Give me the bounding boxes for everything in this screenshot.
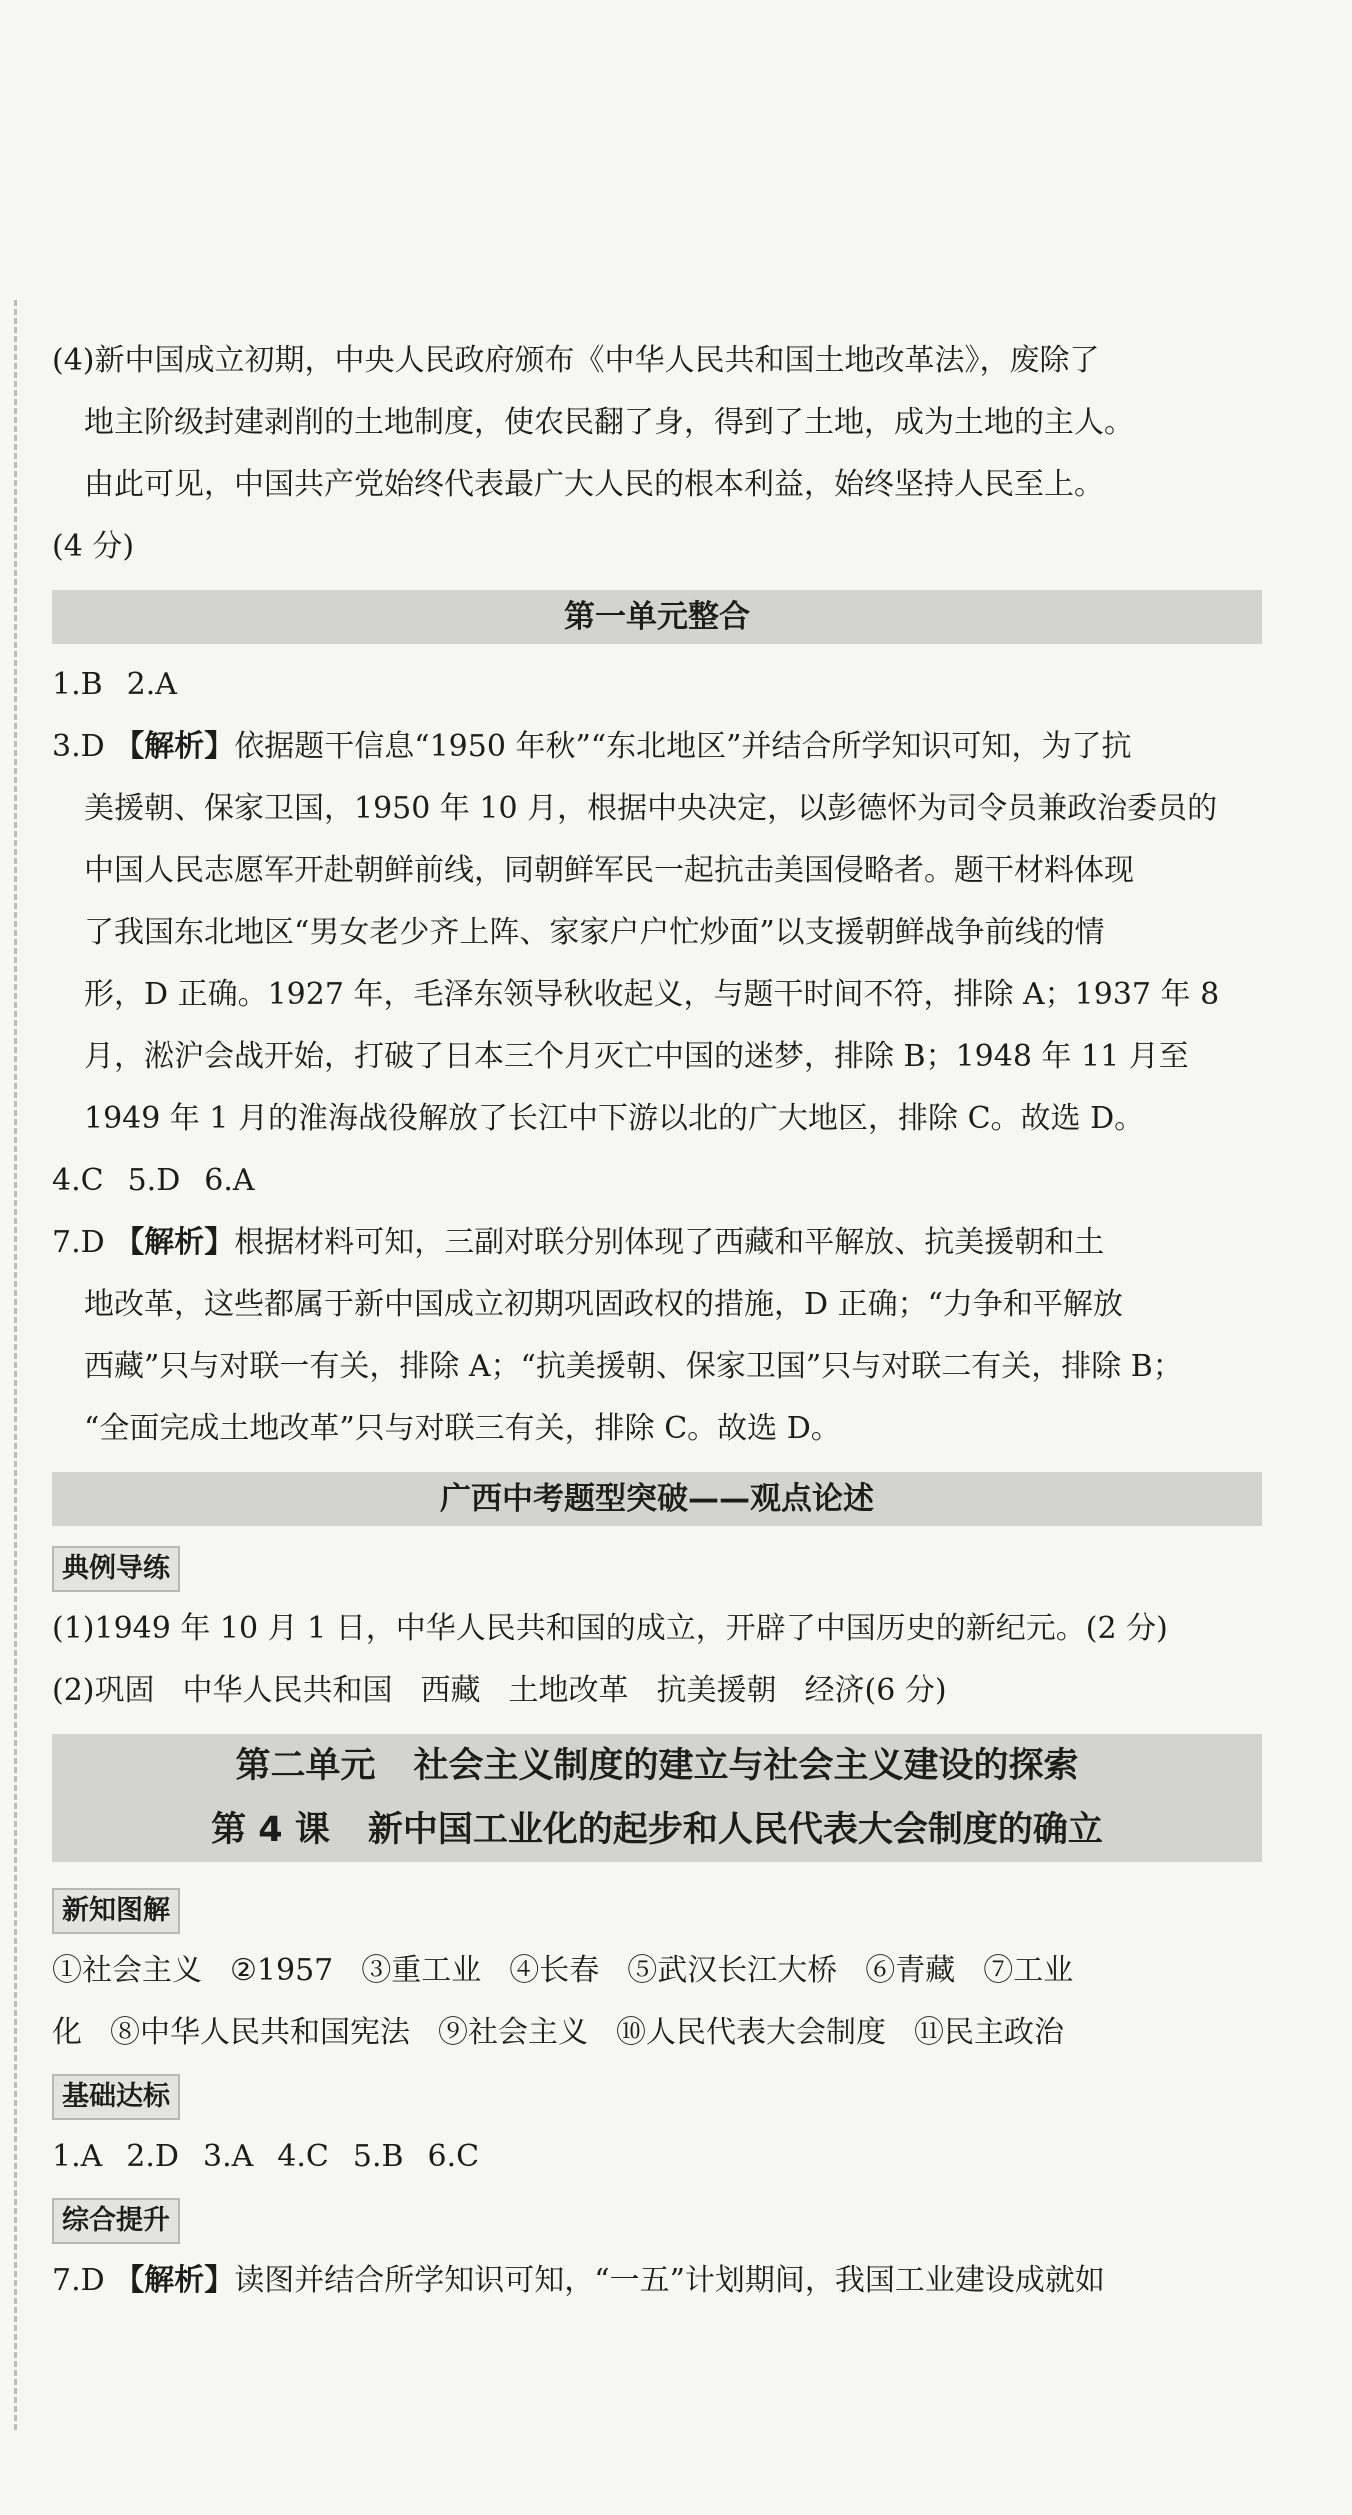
- blank-answer: ③重工业: [361, 1953, 482, 1988]
- q3-line: 形，D 正确。1927 年，毛泽东领导秋收起义，与题干时间不符，排除 A；1937 年 8: [84, 977, 1220, 1012]
- keyword: 西藏: [420, 1673, 481, 1708]
- lesson-name: 新中国工业化的起步和人民代表大会制度的确立: [367, 1810, 1103, 1850]
- answer: 4.C: [52, 1163, 104, 1198]
- blank-answer: ⑪民主政治: [914, 2015, 1064, 2050]
- example-guide-tag: 典例导练: [52, 1546, 180, 1592]
- q4-line: (4)新中国成立初期，中央人民政府颁布《中华人民共和国土地改革法》，废除了: [52, 343, 1100, 378]
- basic-standard-tag: 基础达标: [52, 2074, 180, 2120]
- q7-number: 7.D: [52, 2263, 105, 2298]
- analysis-tag: 【解析】: [114, 729, 235, 764]
- new-knowledge-tag: 新知图解: [52, 1888, 180, 1934]
- analysis-tag: 【解析】: [114, 2263, 235, 2298]
- q3-number: 3.D: [52, 729, 105, 764]
- q7-line: “全面完成土地改革”只与对联三有关，排除 C。故选 D。: [84, 1411, 841, 1446]
- blank-answer: ⑦工业: [983, 1953, 1074, 1988]
- blank-answer: ⑤武汉长江大桥: [627, 1953, 838, 1988]
- q3-line: 美援朝、保家卫国，1950 年 10 月，根据中央决定，以彭德怀为司令员兼政治委员的: [84, 791, 1218, 826]
- answer: 4.C: [277, 2139, 329, 2174]
- keyword: 中华人民共和国: [182, 1673, 393, 1708]
- q3-line: 月，淞沪会战开始，打破了日本三个月灭亡中国的迷梦，排除 B；1948 年 11 月至: [84, 1039, 1189, 1074]
- analysis-tag: 【解析】: [114, 1225, 235, 1260]
- unit2-number: 第二单元: [235, 1746, 376, 1786]
- q3-line: 1949 年 1 月的淮海战役解放了长江中下游以北的广大地区，排除 C。故选 D。: [84, 1101, 1145, 1136]
- answer: 5.B: [352, 2139, 404, 2174]
- blank-answer: ⑥青藏: [865, 1953, 956, 1988]
- unit2-name: 社会主义制度的建立与社会主义建设的探索: [413, 1746, 1079, 1786]
- guangxi-answer-2: [52, 1660, 1262, 1722]
- jichu-answers: [52, 2126, 1262, 2188]
- binding-dashed-line: [14, 300, 17, 2430]
- q7-text: 读图并结合所学知识可知，“一五”计划期间，我国工业建设成就如: [234, 2263, 1105, 2298]
- xinzhi-row: [52, 1940, 1262, 2002]
- guangxi-answer-1: (1)1949 年 10 月 1 日，中华人民共和国的成立，开辟了中国历史的新纪元。(2 分): [52, 1611, 1168, 1646]
- blank-answer: ⑨社会主义: [438, 2015, 588, 2050]
- blank-answer: ④长春: [509, 1953, 600, 1988]
- q3-line: [52, 716, 1262, 778]
- answer: 2.A: [126, 667, 177, 702]
- lesson-number: 第 4 课: [211, 1810, 330, 1850]
- answers-1-2: [52, 654, 1262, 716]
- answer: 1.A: [52, 2139, 103, 2174]
- zonghe-q7-line: [52, 2250, 1262, 2312]
- q3-line: 中国人民志愿军开赴朝鲜前线，同朝鲜军民一起抗击美国侵略者。题干材料体现: [84, 853, 1134, 888]
- unit2-title: [52, 1734, 1262, 1798]
- answer-content: [52, 330, 1262, 2312]
- q7-line: [52, 1212, 1262, 1274]
- blank-answer: ②1957: [230, 1953, 334, 1988]
- answer: 5.D: [127, 1163, 181, 1198]
- blank-answer: ①社会主义: [52, 1953, 202, 1988]
- keyword: (2)巩固: [52, 1673, 155, 1708]
- xinzhi-row: [52, 2002, 1262, 2064]
- answer: 6.A: [204, 1163, 255, 1198]
- keyword: 抗美援朝: [656, 1673, 777, 1708]
- unit1-review-title: 第一单元整合: [52, 590, 1262, 644]
- keyword: 经济(6 分): [804, 1673, 947, 1708]
- answer: 1.B: [52, 667, 103, 702]
- q4-line: 由此可见，中国共产党始终代表最广大人民的根本利益，始终坚持人民至上。: [84, 467, 1104, 502]
- keyword: 土地改革: [508, 1673, 629, 1708]
- blank-answer: ⑧中华人民共和国宪法: [110, 2015, 410, 2050]
- comprehensive-tag: 综合提升: [52, 2198, 180, 2244]
- q3-text: 依据题干信息“1950 年秋”“东北地区”并结合所学知识可知，为了抗: [234, 729, 1132, 764]
- answers-4-6: [52, 1150, 1262, 1212]
- blank-answer: ⑩人民代表大会制度: [616, 2015, 886, 2050]
- q7-number: 7.D: [52, 1225, 105, 1260]
- q7-line: 地改革，这些都属于新中国成立初期巩固政权的措施，D 正确；“力争和平解放: [84, 1287, 1123, 1322]
- lesson4-title: [52, 1798, 1262, 1862]
- q3-line: 了我国东北地区“男女老少齐上阵、家家户户忙炒面”以支援朝鲜战争前线的情: [84, 915, 1105, 950]
- guangxi-section-title: 广西中考题型突破——观点论述: [52, 1472, 1262, 1526]
- q7-text: 根据材料可知，三副对联分别体现了西藏和平解放、抗美援朝和土: [234, 1225, 1105, 1260]
- answer: 2.D: [126, 2139, 179, 2174]
- q4-line: 地主阶级封建剥削的土地制度，使农民翻了身，得到了土地，成为土地的主人。: [84, 405, 1134, 440]
- blank-answer: 化: [52, 2015, 82, 2050]
- answer: 3.A: [202, 2139, 254, 2174]
- answer: 6.C: [427, 2139, 480, 2174]
- q4-score: (4 分): [52, 529, 135, 564]
- q7-line: 西藏”只与对联一有关，排除 A；“抗美援朝、保家卫国”只与对联二有关，排除 B；: [84, 1349, 1183, 1384]
